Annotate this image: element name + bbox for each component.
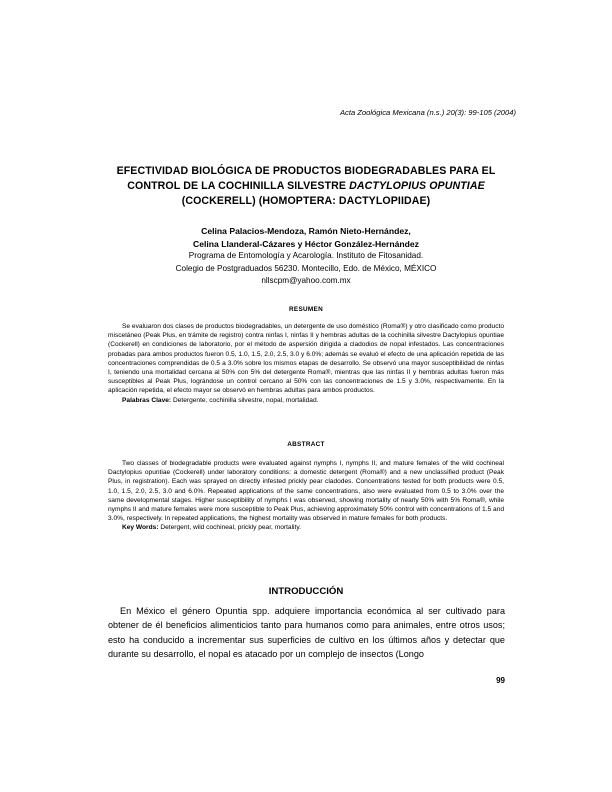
resumen-keywords-label: Palabras Clave:: [122, 396, 172, 404]
journal-reference: Acta Zoológica Mexicana (n.s.) 20(3): 99-105 (2004): [339, 108, 516, 117]
title-part-1: EFECTIVIDAD BIOLÓGICA DE PRODUCTOS BIODEGRADABLES PARA EL CONTROL DE LA COCHINILLA SILVESTRE: [116, 165, 496, 192]
abstract-heading: ABSTRACT: [287, 441, 325, 448]
author-list: [100, 225, 512, 250]
abstract-block: [108, 459, 504, 533]
authors-line-2: Celina Llanderal-Cázares y Héctor González-Hernández: [193, 238, 419, 249]
affiliation-line-1: Programa de Entomología y Acarología. Instituto de Fitosanidad.: [188, 251, 424, 260]
authors-line-1: Celina Palacios-Mendoza, Ramón Nieto-Hernández,: [201, 226, 411, 236]
intro-heading: INTRODUCCIÓN: [268, 586, 344, 597]
title-species: DACTYLOPIUS OPUNTIAE: [349, 180, 485, 192]
abstract-body: Two classes of biodegradable products were evaluated against nymphs I, nymphs II, and mature females of the wild cochineal Dactylopius opuntiae (Cockerell) under laboratory conditions: a domestic detergent (Roma®) and a new unclassified product (Peak Plus, in registration). Each was sprayed on directly infested prickly pear cladodes. Concentrations tested for both products were 0.5, 1.0, 1.5, 2.0, 2.5, 3.0 and 6.0%. Repeated applications of the same concentrations, also were evaluated from 0.5 to 3.0% over the same developmental stages. Higher susceptibility of nymphs I was observed, showing mortality of nearly 50% with 5% Roma®, while nymphs II and mature females were more susceptible to Peak Plus, achieving approximately 50% control with concentrations of 1.5 and 3.0%, respectively. In repeated applications, the highest mortality was observed in mature females for both products.: [108, 460, 504, 523]
resumen-body: Se evaluaron dos clases de productos biodegradables, un detergente de uso doméstico (Roma®) y otro clasificado como producto misceláneo (Peak Plus, en trámite de registro) contra ninfas I, ninfas II y hembras adultas de la cochinilla silvestre Dactylopius opuntiae (Cockerell) en condiciones de laboratorio, por el método de aspersión dirigida a cladodios de nopal infestados. Las concentraciones probadas para ambos productos fueron 0.5, 1.0, 1.5, 2.0, 2.5, 3.0 y 6.0%; además se evaluó el efecto de una aplicación repetida de las concentraciones comprendidas de 0.5 a 3.0% sobre los mismos etapas de desarrollo. Se observó una mayor susceptibilidad de ninfas I, teniendo una mortalidad cercana al 50% con 5% del detergente Roma®, mientras que las ninfas II y hembras adultas fueron más susceptibles al Peak Plus, lográndose un control cercano al 50% con las concentraciones de 1.5 y 3.0%, respectivamente. En la aplicación repetida, el efecto mayor se observó en hembras adultas para ambos productos.: [108, 323, 504, 395]
article-title: [100, 164, 512, 209]
intro-body: En México el género Opuntia spp. adquiere importancia económica al ser cultivado para obtener de él beneficios alimenticios tanto para humanos como para animales, entre otros usos; esto ha conducido a incrementar sus superficies de cultivo en los últimos años y detectar que durante su desarrollo, el nopal es atacado por un complejo de insectos (Longo: [108, 606, 505, 660]
abstract-keywords-label: Key Words:: [122, 524, 159, 532]
affiliation-line-2: Colegio de Postgraduados 56230. Montecillo, Edo. de México, MÉXICO: [175, 263, 437, 273]
affiliation: [100, 250, 512, 288]
author-email: nllscpm@yahoo.com.mx: [261, 276, 351, 286]
abstract-keywords: [108, 523, 504, 532]
resumen-block: [108, 322, 504, 405]
page-number: 99: [496, 676, 505, 685]
intro-block: [108, 604, 505, 662]
abstract-keywords-text: Detergent, wild cochineal, prickly pear, mortality.: [158, 524, 301, 532]
resumen-heading: RESUMEN: [288, 306, 324, 313]
resumen-keywords-text: Detergente, cochinilla silvestre, nopal, mortalidad.: [171, 396, 319, 404]
title-part-2: (COCKERELL) (HOMOPTERA: DACTYLOPIIDAE): [181, 195, 431, 207]
resumen-keywords: [108, 396, 504, 405]
